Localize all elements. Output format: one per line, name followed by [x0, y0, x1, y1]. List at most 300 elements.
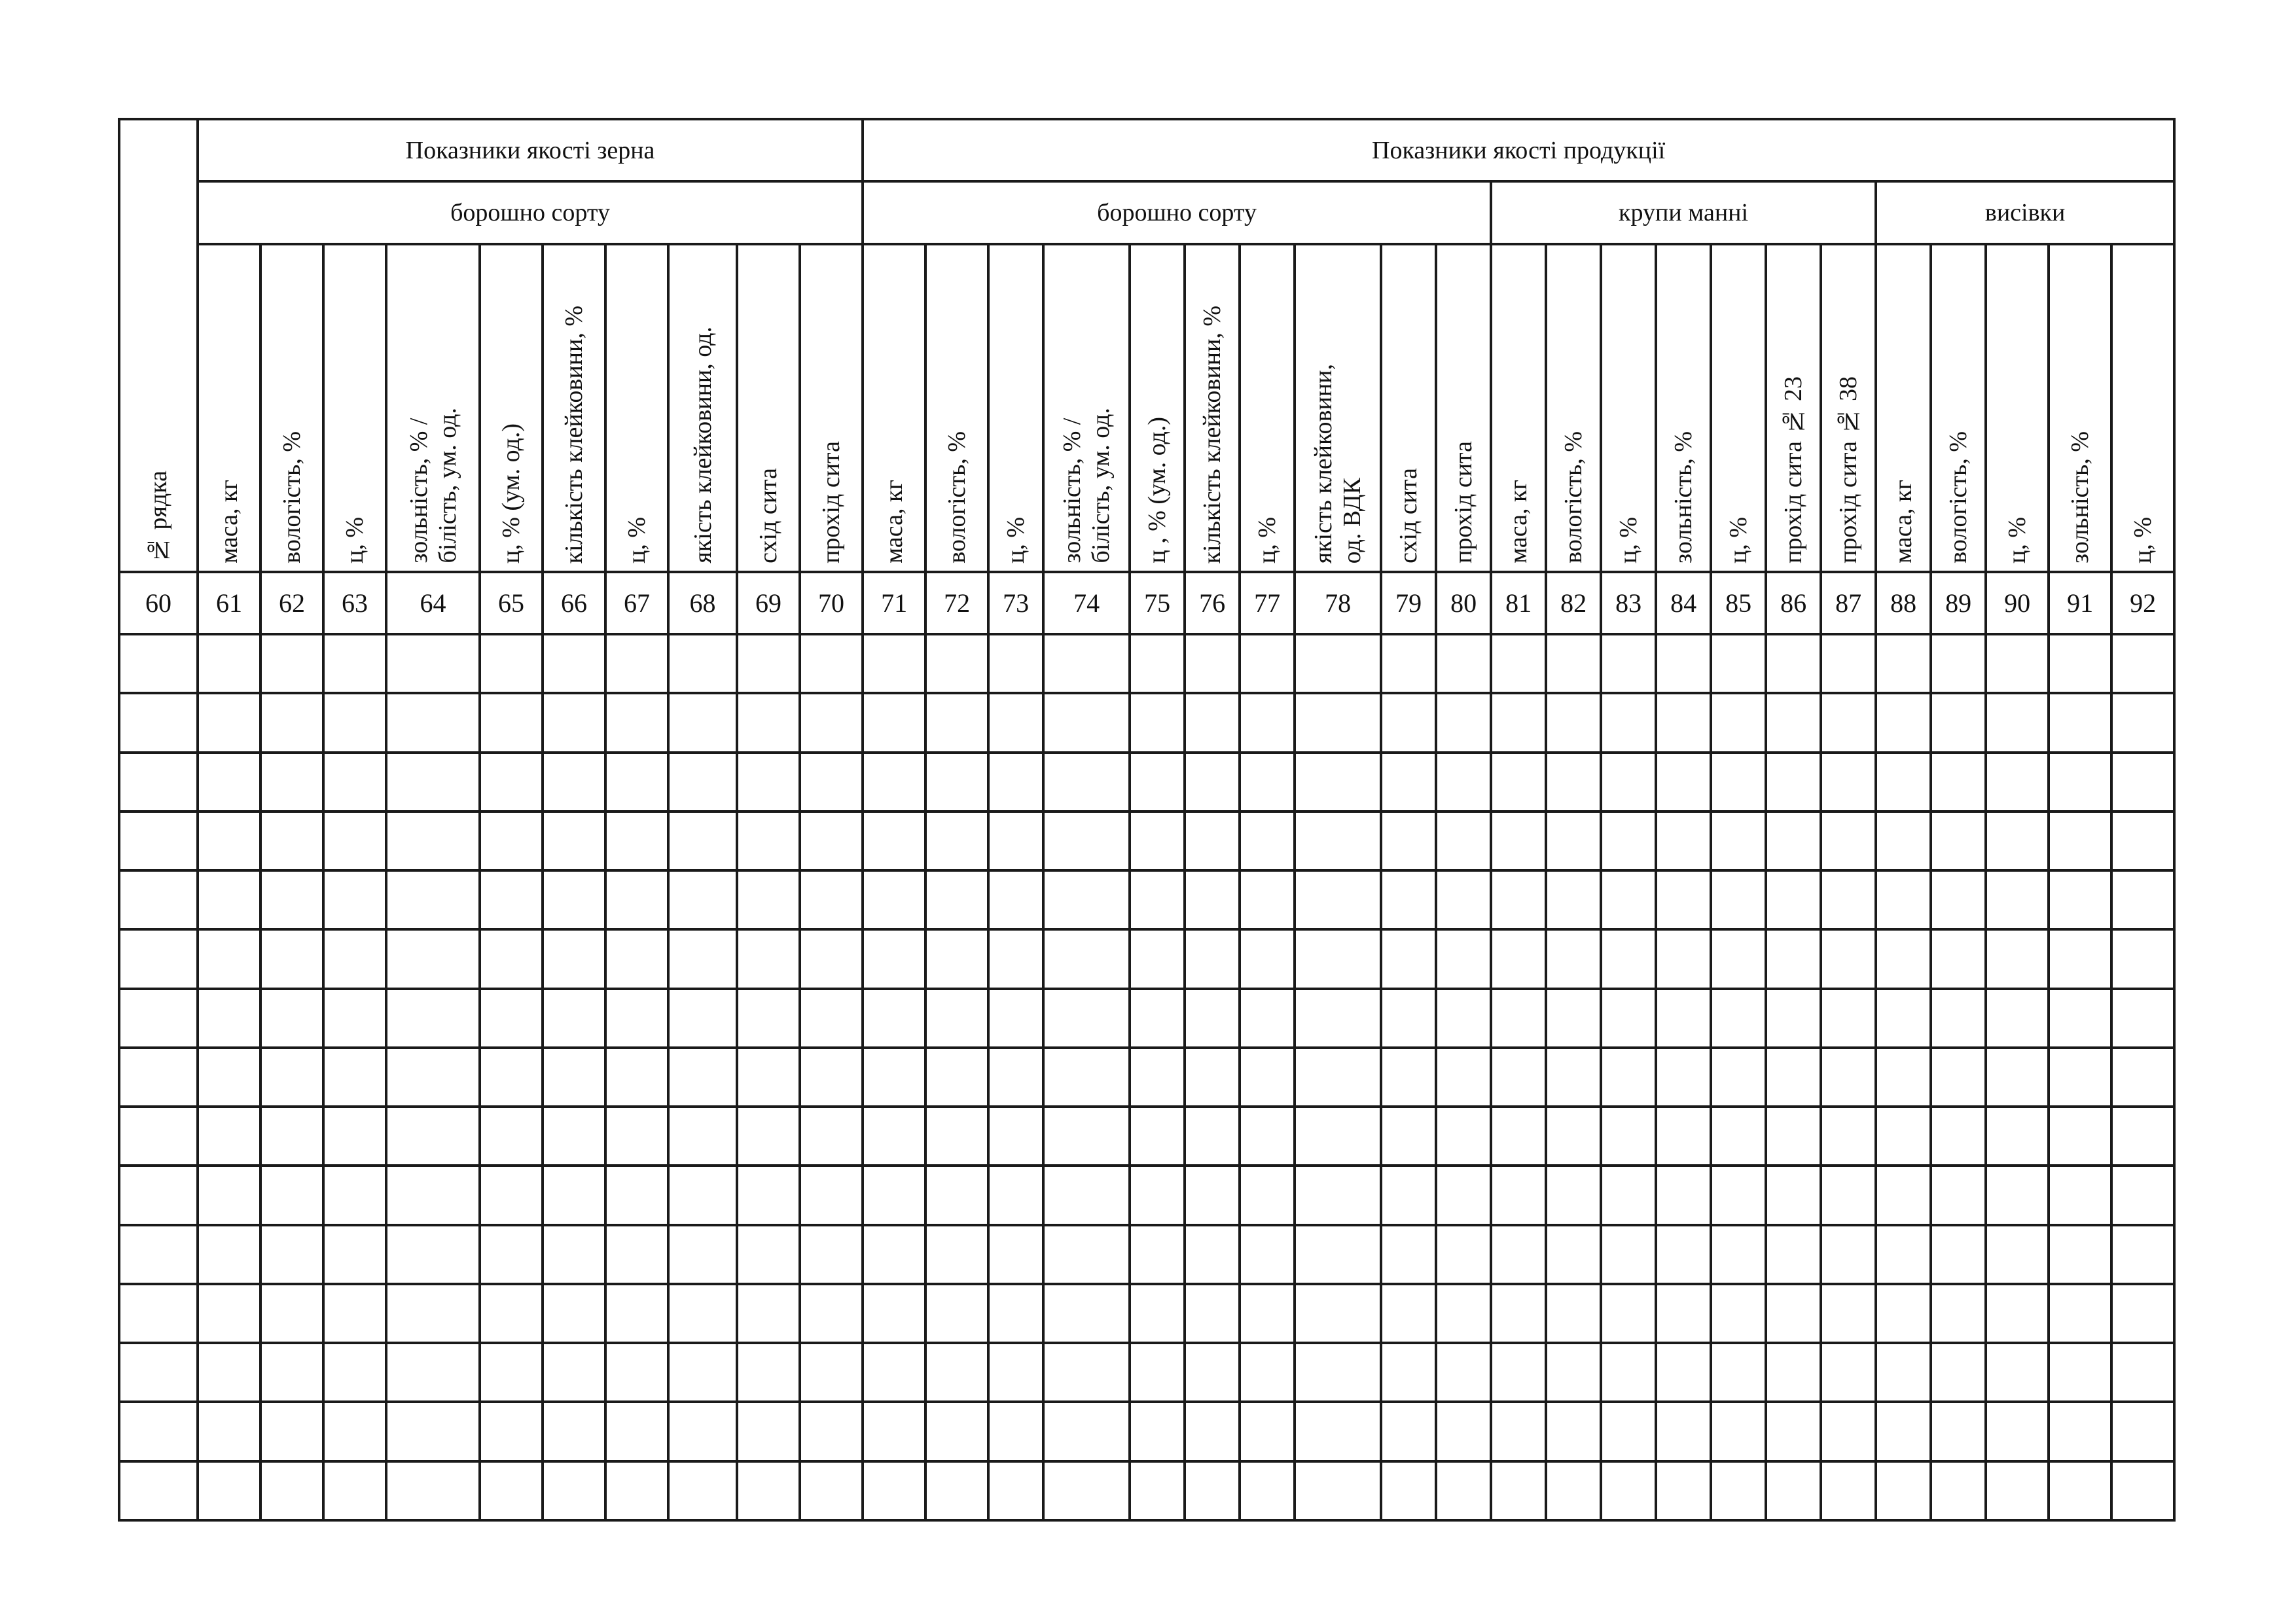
- table-cell[interactable]: [119, 870, 198, 929]
- table-cell[interactable]: [1931, 1048, 1986, 1107]
- table-cell[interactable]: [1043, 1284, 1130, 1343]
- table-cell[interactable]: [1601, 693, 1656, 752]
- table-cell[interactable]: [480, 1284, 543, 1343]
- table-cell[interactable]: [1491, 1225, 1546, 1284]
- table-cell[interactable]: [1876, 1107, 1931, 1166]
- table-cell[interactable]: [1601, 1225, 1656, 1284]
- table-cell[interactable]: [543, 1461, 605, 1520]
- table-cell[interactable]: [323, 634, 386, 693]
- table-cell[interactable]: [1711, 1402, 1766, 1461]
- table-cell[interactable]: [1766, 693, 1821, 752]
- table-cell[interactable]: [668, 812, 737, 870]
- table-cell[interactable]: [1766, 1225, 1821, 1284]
- table-cell[interactable]: [1931, 1402, 1986, 1461]
- table-cell[interactable]: [543, 1107, 605, 1166]
- table-cell[interactable]: [260, 929, 323, 988]
- table-cell[interactable]: [1821, 1461, 1876, 1520]
- table-cell[interactable]: [1381, 1048, 1436, 1107]
- table-cell[interactable]: [1656, 870, 1711, 929]
- table-cell[interactable]: [386, 1107, 480, 1166]
- table-cell[interactable]: [925, 753, 988, 812]
- table-cell[interactable]: [1601, 1107, 1656, 1166]
- table-cell[interactable]: [119, 634, 198, 693]
- table-cell[interactable]: [1436, 989, 1491, 1048]
- table-cell[interactable]: [1240, 870, 1295, 929]
- table-cell[interactable]: [1601, 1343, 1656, 1402]
- table-cell[interactable]: [1185, 812, 1240, 870]
- table-cell[interactable]: [1043, 1166, 1130, 1224]
- table-cell[interactable]: [1185, 1402, 1240, 1461]
- table-cell[interactable]: [863, 634, 925, 693]
- table-cell[interactable]: [1766, 812, 1821, 870]
- table-cell[interactable]: [1295, 693, 1381, 752]
- table-cell[interactable]: [1766, 929, 1821, 988]
- table-cell[interactable]: [1043, 1225, 1130, 1284]
- table-cell[interactable]: [1876, 989, 1931, 1048]
- table-cell[interactable]: [605, 929, 668, 988]
- table-cell[interactable]: [1821, 812, 1876, 870]
- table-cell[interactable]: [1711, 812, 1766, 870]
- table-cell[interactable]: [1986, 1402, 2049, 1461]
- table-cell[interactable]: [1240, 634, 1295, 693]
- table-cell[interactable]: [543, 1402, 605, 1461]
- table-cell[interactable]: [737, 634, 800, 693]
- table-cell[interactable]: [386, 1402, 480, 1461]
- table-cell[interactable]: [1546, 753, 1601, 812]
- table-cell[interactable]: [1656, 1048, 1711, 1107]
- table-cell[interactable]: [543, 693, 605, 752]
- table-cell[interactable]: [925, 1225, 988, 1284]
- table-cell[interactable]: [668, 753, 737, 812]
- table-cell[interactable]: [119, 1402, 198, 1461]
- table-cell[interactable]: [863, 1284, 925, 1343]
- table-cell[interactable]: [1295, 1048, 1381, 1107]
- table-cell[interactable]: [800, 812, 863, 870]
- table-cell[interactable]: [737, 929, 800, 988]
- table-cell[interactable]: [1711, 870, 1766, 929]
- table-cell[interactable]: [863, 1107, 925, 1166]
- table-cell[interactable]: [1381, 1343, 1436, 1402]
- table-cell[interactable]: [2049, 989, 2111, 1048]
- table-cell[interactable]: [1601, 929, 1656, 988]
- table-cell[interactable]: [323, 1461, 386, 1520]
- table-cell[interactable]: [1601, 634, 1656, 693]
- table-cell[interactable]: [1766, 753, 1821, 812]
- table-cell[interactable]: [260, 753, 323, 812]
- table-cell[interactable]: [1986, 1166, 2049, 1224]
- table-cell[interactable]: [260, 1107, 323, 1166]
- table-cell[interactable]: [260, 1048, 323, 1107]
- table-cell[interactable]: [1711, 1107, 1766, 1166]
- table-cell[interactable]: [543, 1166, 605, 1224]
- table-cell[interactable]: [668, 929, 737, 988]
- table-cell[interactable]: [543, 1343, 605, 1402]
- table-cell[interactable]: [386, 753, 480, 812]
- table-cell[interactable]: [863, 693, 925, 752]
- table-cell[interactable]: [1491, 634, 1546, 693]
- table-cell[interactable]: [1436, 1225, 1491, 1284]
- table-cell[interactable]: [1381, 1402, 1436, 1461]
- table-cell[interactable]: [1130, 1107, 1185, 1166]
- table-cell[interactable]: [1656, 753, 1711, 812]
- table-cell[interactable]: [1711, 1166, 1766, 1224]
- table-cell[interactable]: [1381, 1107, 1436, 1166]
- table-cell[interactable]: [1381, 1461, 1436, 1520]
- table-cell[interactable]: [800, 1343, 863, 1402]
- table-cell[interactable]: [925, 1048, 988, 1107]
- table-cell[interactable]: [1876, 812, 1931, 870]
- table-cell[interactable]: [1381, 693, 1436, 752]
- table-cell[interactable]: [668, 1048, 737, 1107]
- table-cell[interactable]: [1766, 1284, 1821, 1343]
- table-cell[interactable]: [1601, 1166, 1656, 1224]
- table-cell[interactable]: [2111, 929, 2174, 988]
- table-cell[interactable]: [198, 1225, 260, 1284]
- table-cell[interactable]: [2049, 753, 2111, 812]
- table-cell[interactable]: [605, 1461, 668, 1520]
- table-cell[interactable]: [1295, 753, 1381, 812]
- table-cell[interactable]: [2111, 1225, 2174, 1284]
- table-cell[interactable]: [1295, 1402, 1381, 1461]
- table-cell[interactable]: [1043, 870, 1130, 929]
- table-cell[interactable]: [480, 1166, 543, 1224]
- table-cell[interactable]: [1240, 1107, 1295, 1166]
- table-cell[interactable]: [988, 1225, 1043, 1284]
- table-cell[interactable]: [988, 929, 1043, 988]
- table-cell[interactable]: [863, 1343, 925, 1402]
- table-cell[interactable]: [1240, 1461, 1295, 1520]
- table-cell[interactable]: [1711, 693, 1766, 752]
- table-cell[interactable]: [1491, 929, 1546, 988]
- table-cell[interactable]: [1043, 1343, 1130, 1402]
- table-cell[interactable]: [800, 1107, 863, 1166]
- table-cell[interactable]: [386, 1461, 480, 1520]
- table-cell[interactable]: [1821, 1284, 1876, 1343]
- table-cell[interactable]: [2111, 989, 2174, 1048]
- table-cell[interactable]: [737, 1402, 800, 1461]
- table-cell[interactable]: [1931, 929, 1986, 988]
- table-cell[interactable]: [119, 1461, 198, 1520]
- table-cell[interactable]: [668, 1343, 737, 1402]
- table-cell[interactable]: [1931, 1225, 1986, 1284]
- table-cell[interactable]: [1986, 812, 2049, 870]
- table-cell[interactable]: [1436, 1107, 1491, 1166]
- table-cell[interactable]: [2049, 929, 2111, 988]
- table-cell[interactable]: [1711, 929, 1766, 988]
- table-cell[interactable]: [1876, 693, 1931, 752]
- table-cell[interactable]: [1986, 753, 2049, 812]
- table-cell[interactable]: [2049, 1225, 2111, 1284]
- table-cell[interactable]: [863, 753, 925, 812]
- table-cell[interactable]: [1491, 1166, 1546, 1224]
- table-cell[interactable]: [1821, 1166, 1876, 1224]
- table-cell[interactable]: [1876, 1402, 1931, 1461]
- table-cell[interactable]: [988, 1402, 1043, 1461]
- table-cell[interactable]: [1130, 693, 1185, 752]
- table-cell[interactable]: [1130, 1461, 1185, 1520]
- table-cell[interactable]: [988, 870, 1043, 929]
- table-cell[interactable]: [323, 929, 386, 988]
- table-cell[interactable]: [988, 753, 1043, 812]
- table-cell[interactable]: [1656, 693, 1711, 752]
- table-cell[interactable]: [925, 870, 988, 929]
- table-cell[interactable]: [1295, 1166, 1381, 1224]
- table-cell[interactable]: [1546, 1461, 1601, 1520]
- table-cell[interactable]: [1491, 753, 1546, 812]
- table-cell[interactable]: [800, 989, 863, 1048]
- table-cell[interactable]: [1240, 929, 1295, 988]
- table-cell[interactable]: [1240, 989, 1295, 1048]
- table-cell[interactable]: [605, 753, 668, 812]
- table-cell[interactable]: [1130, 1402, 1185, 1461]
- table-cell[interactable]: [1986, 1107, 2049, 1166]
- table-cell[interactable]: [1821, 1225, 1876, 1284]
- table-cell[interactable]: [1711, 753, 1766, 812]
- table-cell[interactable]: [2049, 1166, 2111, 1224]
- table-cell[interactable]: [605, 1343, 668, 1402]
- table-cell[interactable]: [480, 1343, 543, 1402]
- table-cell[interactable]: [1766, 989, 1821, 1048]
- table-cell[interactable]: [605, 1225, 668, 1284]
- table-cell[interactable]: [605, 870, 668, 929]
- table-cell[interactable]: [1546, 634, 1601, 693]
- table-cell[interactable]: [925, 1166, 988, 1224]
- table-cell[interactable]: [1876, 1284, 1931, 1343]
- table-cell[interactable]: [1043, 1048, 1130, 1107]
- table-cell[interactable]: [260, 1284, 323, 1343]
- table-cell[interactable]: [198, 693, 260, 752]
- table-cell[interactable]: [2049, 1107, 2111, 1166]
- table-cell[interactable]: [1436, 1343, 1491, 1402]
- table-cell[interactable]: [1185, 1166, 1240, 1224]
- table-cell[interactable]: [925, 929, 988, 988]
- table-cell[interactable]: [198, 1166, 260, 1224]
- table-cell[interactable]: [668, 1284, 737, 1343]
- table-cell[interactable]: [1130, 753, 1185, 812]
- table-cell[interactable]: [1876, 1343, 1931, 1402]
- table-cell[interactable]: [1601, 753, 1656, 812]
- table-cell[interactable]: [737, 753, 800, 812]
- table-cell[interactable]: [1766, 1461, 1821, 1520]
- table-cell[interactable]: [1821, 870, 1876, 929]
- table-cell[interactable]: [198, 753, 260, 812]
- table-cell[interactable]: [1436, 634, 1491, 693]
- table-cell[interactable]: [2049, 812, 2111, 870]
- table-cell[interactable]: [1043, 1461, 1130, 1520]
- table-cell[interactable]: [1766, 1402, 1821, 1461]
- table-cell[interactable]: [1821, 634, 1876, 693]
- table-cell[interactable]: [1436, 812, 1491, 870]
- table-cell[interactable]: [1931, 1107, 1986, 1166]
- table-cell[interactable]: [737, 1166, 800, 1224]
- table-cell[interactable]: [1711, 1225, 1766, 1284]
- table-cell[interactable]: [1876, 870, 1931, 929]
- table-cell[interactable]: [198, 634, 260, 693]
- table-cell[interactable]: [2049, 1284, 2111, 1343]
- table-cell[interactable]: [2049, 693, 2111, 752]
- table-cell[interactable]: [1185, 870, 1240, 929]
- table-cell[interactable]: [1876, 1166, 1931, 1224]
- table-cell[interactable]: [1240, 1166, 1295, 1224]
- table-cell[interactable]: [1185, 1107, 1240, 1166]
- table-cell[interactable]: [1656, 1343, 1711, 1402]
- table-cell[interactable]: [1491, 1107, 1546, 1166]
- table-cell[interactable]: [1436, 1166, 1491, 1224]
- table-cell[interactable]: [1986, 634, 2049, 693]
- table-cell[interactable]: [1711, 989, 1766, 1048]
- table-cell[interactable]: [2111, 870, 2174, 929]
- table-cell[interactable]: [260, 1402, 323, 1461]
- table-cell[interactable]: [1546, 1107, 1601, 1166]
- table-cell[interactable]: [1491, 870, 1546, 929]
- table-cell[interactable]: [1986, 693, 2049, 752]
- table-cell[interactable]: [668, 1107, 737, 1166]
- table-cell[interactable]: [198, 1284, 260, 1343]
- table-cell[interactable]: [1601, 1048, 1656, 1107]
- table-cell[interactable]: [1436, 753, 1491, 812]
- table-cell[interactable]: [605, 1107, 668, 1166]
- table-cell[interactable]: [1986, 1343, 2049, 1402]
- table-cell[interactable]: [1185, 929, 1240, 988]
- table-cell[interactable]: [1931, 634, 1986, 693]
- table-cell[interactable]: [119, 812, 198, 870]
- table-cell[interactable]: [260, 1461, 323, 1520]
- table-cell[interactable]: [2111, 693, 2174, 752]
- table-cell[interactable]: [119, 1284, 198, 1343]
- table-cell[interactable]: [1546, 812, 1601, 870]
- table-cell[interactable]: [1043, 812, 1130, 870]
- table-cell[interactable]: [2111, 753, 2174, 812]
- table-cell[interactable]: [1491, 1402, 1546, 1461]
- table-cell[interactable]: [2049, 1343, 2111, 1402]
- table-cell[interactable]: [1821, 929, 1876, 988]
- table-cell[interactable]: [480, 989, 543, 1048]
- table-cell[interactable]: [260, 634, 323, 693]
- table-cell[interactable]: [543, 1048, 605, 1107]
- table-cell[interactable]: [1130, 1343, 1185, 1402]
- table-cell[interactable]: [260, 693, 323, 752]
- table-cell[interactable]: [1986, 1048, 2049, 1107]
- table-cell[interactable]: [737, 1461, 800, 1520]
- table-cell[interactable]: [1546, 989, 1601, 1048]
- table-cell[interactable]: [543, 634, 605, 693]
- table-cell[interactable]: [668, 870, 737, 929]
- table-cell[interactable]: [2111, 1284, 2174, 1343]
- table-cell[interactable]: [1381, 812, 1436, 870]
- table-cell[interactable]: [480, 693, 543, 752]
- table-cell[interactable]: [737, 870, 800, 929]
- table-cell[interactable]: [2111, 812, 2174, 870]
- table-cell[interactable]: [543, 753, 605, 812]
- table-cell[interactable]: [800, 1284, 863, 1343]
- table-cell[interactable]: [1821, 753, 1876, 812]
- table-cell[interactable]: [863, 1048, 925, 1107]
- table-cell[interactable]: [1931, 989, 1986, 1048]
- table-cell[interactable]: [1491, 1461, 1546, 1520]
- table-cell[interactable]: [198, 870, 260, 929]
- table-cell[interactable]: [1130, 1048, 1185, 1107]
- table-cell[interactable]: [1601, 812, 1656, 870]
- table-cell[interactable]: [1711, 1343, 1766, 1402]
- table-cell[interactable]: [2049, 870, 2111, 929]
- table-cell[interactable]: [1821, 1048, 1876, 1107]
- table-cell[interactable]: [1711, 634, 1766, 693]
- table-cell[interactable]: [386, 1284, 480, 1343]
- table-cell[interactable]: [863, 812, 925, 870]
- table-cell[interactable]: [863, 1166, 925, 1224]
- table-cell[interactable]: [1766, 1107, 1821, 1166]
- table-cell[interactable]: [1185, 1461, 1240, 1520]
- table-cell[interactable]: [480, 1225, 543, 1284]
- table-cell[interactable]: [1240, 693, 1295, 752]
- table-cell[interactable]: [1043, 634, 1130, 693]
- table-cell[interactable]: [1766, 1166, 1821, 1224]
- table-cell[interactable]: [198, 1107, 260, 1166]
- table-cell[interactable]: [119, 1343, 198, 1402]
- table-cell[interactable]: [1130, 812, 1185, 870]
- table-cell[interactable]: [543, 812, 605, 870]
- table-cell[interactable]: [800, 1402, 863, 1461]
- table-cell[interactable]: [1436, 929, 1491, 988]
- table-cell[interactable]: [988, 1343, 1043, 1402]
- table-cell[interactable]: [1491, 693, 1546, 752]
- table-cell[interactable]: [260, 1343, 323, 1402]
- table-cell[interactable]: [737, 693, 800, 752]
- table-cell[interactable]: [323, 1225, 386, 1284]
- table-cell[interactable]: [1240, 1343, 1295, 1402]
- table-cell[interactable]: [1711, 1284, 1766, 1343]
- table-cell[interactable]: [737, 1284, 800, 1343]
- table-cell[interactable]: [925, 1343, 988, 1402]
- table-cell[interactable]: [480, 1461, 543, 1520]
- table-cell[interactable]: [386, 1225, 480, 1284]
- table-cell[interactable]: [1931, 1461, 1986, 1520]
- table-cell[interactable]: [1295, 1343, 1381, 1402]
- table-cell[interactable]: [119, 929, 198, 988]
- table-cell[interactable]: [1240, 1284, 1295, 1343]
- table-cell[interactable]: [800, 870, 863, 929]
- table-cell[interactable]: [386, 1166, 480, 1224]
- table-cell[interactable]: [1656, 929, 1711, 988]
- table-cell[interactable]: [925, 1284, 988, 1343]
- table-cell[interactable]: [1043, 1402, 1130, 1461]
- table-cell[interactable]: [2111, 1343, 2174, 1402]
- table-cell[interactable]: [1185, 989, 1240, 1048]
- table-cell[interactable]: [1931, 870, 1986, 929]
- table-cell[interactable]: [1931, 1166, 1986, 1224]
- table-cell[interactable]: [323, 1107, 386, 1166]
- table-cell[interactable]: [800, 1225, 863, 1284]
- table-cell[interactable]: [1656, 1107, 1711, 1166]
- table-cell[interactable]: [480, 1402, 543, 1461]
- table-cell[interactable]: [988, 1166, 1043, 1224]
- table-cell[interactable]: [1130, 1225, 1185, 1284]
- table-cell[interactable]: [386, 634, 480, 693]
- table-cell[interactable]: [1546, 693, 1601, 752]
- table-cell[interactable]: [1381, 753, 1436, 812]
- table-cell[interactable]: [480, 634, 543, 693]
- table-cell[interactable]: [1931, 812, 1986, 870]
- table-cell[interactable]: [1381, 1284, 1436, 1343]
- table-cell[interactable]: [863, 1225, 925, 1284]
- table-cell[interactable]: [480, 870, 543, 929]
- table-cell[interactable]: [1931, 693, 1986, 752]
- table-cell[interactable]: [1436, 870, 1491, 929]
- table-cell[interactable]: [1130, 634, 1185, 693]
- table-cell[interactable]: [1043, 989, 1130, 1048]
- table-cell[interactable]: [1986, 1225, 2049, 1284]
- table-cell[interactable]: [988, 812, 1043, 870]
